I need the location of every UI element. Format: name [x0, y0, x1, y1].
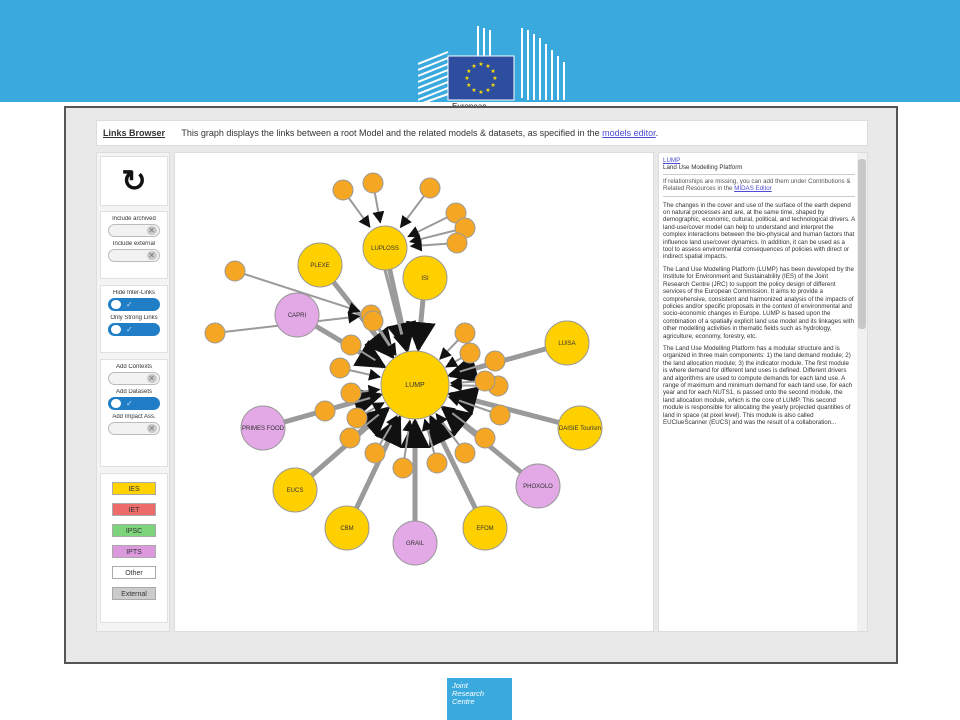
- dataset-node[interactable]: [460, 343, 480, 363]
- add-datasets-toggle[interactable]: ✓: [108, 397, 160, 410]
- app-header: [96, 120, 868, 146]
- legend-ipsc-button[interactable]: IPSC: [112, 524, 156, 537]
- model-node-label: ISI: [421, 276, 429, 282]
- legend-external-button[interactable]: External: [112, 587, 156, 600]
- dataset-node[interactable]: [341, 335, 361, 355]
- eu-star-icon: ★: [492, 76, 498, 82]
- models-editor-link[interactable]: models editor: [602, 128, 656, 138]
- links-browser-title: Links Browser: [103, 128, 166, 138]
- toggle-label-include-archived: Include archived: [112, 216, 156, 222]
- toggle-label-only-strong-links: Only Strong Links: [110, 315, 158, 321]
- eu-star-icon: ★: [490, 83, 496, 89]
- header-description: This graph displays the links between a root Model and the related models & datasets, as specified in the: [181, 128, 600, 138]
- eu-star-icon: ★: [471, 88, 477, 95]
- description-paragraph-1: The changes in the cover and use of the surface of the earth depend on natural processes and are, at the same time, shaped by demographic, economic, cultural, political, and technological drivers. A land-use/cover model can help to understand and interpret the complex interactions between the bio-physical and human factors that influence land use/cover dynamics. In addition, it can be used as a tool to assess environmental consequences of policies with direct or indirect spatial impacts.: [663, 201, 855, 261]
- dataset-node[interactable]: [420, 178, 440, 198]
- eu-star-icon: ★: [466, 69, 472, 75]
- dataset-node[interactable]: [365, 443, 385, 463]
- dataset-node[interactable]: [475, 371, 495, 391]
- toggle-label-add-contexts: Add Contexts: [115, 364, 153, 370]
- dataset-node[interactable]: [393, 458, 413, 478]
- legend-ipts-button[interactable]: IPTS: [112, 545, 156, 558]
- model-node-label: DAISIE Tourism: [558, 426, 602, 432]
- legend-other-button[interactable]: Other: [112, 566, 156, 579]
- jrc-logo-line: Research: [452, 689, 485, 698]
- model-node-label: PHOXOLO: [523, 484, 553, 490]
- refresh-icon[interactable]: ↻: [121, 164, 147, 198]
- hide-inter-links-toggle[interactable]: ✓: [108, 298, 160, 311]
- root-model-name: Land Use Modelling Platform: [663, 164, 855, 174]
- header-trailing: .: [655, 128, 659, 138]
- top-banner: [0, 0, 960, 102]
- dataset-node[interactable]: [347, 408, 367, 428]
- eu-star-icon: ★: [490, 69, 496, 75]
- model-node-label: CAPRI: [287, 313, 307, 319]
- graph-edge: [385, 270, 406, 350]
- info-panel: [658, 152, 868, 632]
- eu-star-icon: ★: [466, 83, 472, 89]
- include-archived-toggle[interactable]: ✕: [108, 224, 160, 237]
- dataset-node[interactable]: [315, 401, 335, 421]
- model-node-label: PLEXE: [310, 263, 330, 269]
- eu-star-icon: ★: [471, 63, 477, 70]
- add-contexts-toggle[interactable]: ✕: [108, 372, 160, 385]
- info-scrollbar-thumb[interactable]: [858, 159, 866, 329]
- dataset-node[interactable]: [205, 323, 225, 343]
- jrc-logo-line: Centre: [452, 697, 475, 706]
- app-window: [66, 108, 896, 662]
- eu-star-icon: ★: [464, 76, 470, 82]
- dataset-node[interactable]: [333, 180, 353, 200]
- screenshot-frame: [64, 106, 898, 664]
- description-paragraph-2: The Land Use Modelling Platform (LUMP) has been developed by the Institute for Environment and Sustainability (IES) of the Joint Research Centre (JRC) to support the policy design of different services of the European Commission. It aims to provide a comprehensive, consistent and harmonized analysis of the impacts of policies and/or specific proposals in the context of environmental and socio-economic changes in Europe. LUMP is based upon the combination of a spatially explicit land use model and its linkages with other modelling activities in thematic fields such as hydrology, agriculture, economy, forestry, etc.: [663, 265, 854, 340]
- info-scrollbar[interactable]: [857, 153, 867, 632]
- model-node-label: EUCS: [286, 488, 304, 494]
- dataset-node[interactable]: [455, 443, 475, 463]
- model-node-label: CBM: [340, 526, 354, 532]
- add-impact-ass-toggle[interactable]: ✕: [108, 422, 160, 435]
- links-graph: [174, 152, 654, 632]
- dataset-node[interactable]: [485, 351, 505, 371]
- model-node-label: GRAIL: [405, 541, 425, 547]
- links-group: [100, 285, 168, 353]
- european-commission-logo: [418, 26, 570, 112]
- eu-star-icon: ★: [485, 63, 491, 70]
- root-model-label: LUMP: [405, 382, 425, 389]
- dataset-node[interactable]: [340, 428, 360, 448]
- jrc-logo-line: Joint: [452, 681, 468, 690]
- dataset-node[interactable]: [427, 453, 447, 473]
- description-paragraph-3: The Land Use Modelling Platform has a modular structure and is organized in three main components: 1) the land demand module; 2) the land allocation module; 3) the indicator module. The first module is where demand for different land uses is defined. Different drivers and algorithms are used to compute demands for each land use. A range of maximum and minimum demand for each land use, for each year and for each NUTS1, is passed onto the second module, the land allocation module, which is the core of LUMP. This second module is responsible for allocating the yearly projected quantities of land in space (at pixel level). This module is also called EUClueScanner (EUCS) and was the result of a collaboration...: [663, 344, 853, 426]
- dataset-node[interactable]: [341, 383, 361, 403]
- jrc-logo: [447, 678, 512, 720]
- model-node-label: EFOM: [476, 526, 494, 532]
- missing-relationships-hint: [663, 178, 855, 197]
- refresh-box: [100, 156, 168, 206]
- model-node-label: PRIMES FOOD: [241, 426, 285, 432]
- archive-external-group: [100, 211, 168, 279]
- dataset-node[interactable]: [225, 261, 245, 281]
- dataset-node[interactable]: [447, 233, 467, 253]
- only-strong-links-toggle[interactable]: ✓: [108, 323, 160, 336]
- dataset-node[interactable]: [455, 323, 475, 343]
- root-model-link[interactable]: LUMP: [663, 157, 681, 164]
- eu-star-icon: ★: [485, 88, 491, 95]
- model-node-label: LUISA: [558, 341, 576, 347]
- dataset-node[interactable]: [475, 428, 495, 448]
- info-content: [663, 157, 855, 426]
- dataset-node[interactable]: [363, 173, 383, 193]
- toggle-label-hide-inter-links: Hide Inter-Links: [112, 290, 156, 296]
- eu-star-icon: ★: [478, 90, 484, 96]
- eu-star-icon: ★: [478, 62, 484, 68]
- toggle-label-add-datasets: Add Datasets: [115, 389, 153, 395]
- toggle-label-include-external: Include external: [112, 241, 156, 247]
- hint-text: If relationships are missing, you can add them under Contributions & Related Resources in the: [663, 177, 851, 193]
- dataset-node[interactable]: [490, 405, 510, 425]
- include-external-toggle[interactable]: ✕: [108, 249, 160, 262]
- graph-canvas: [175, 153, 655, 633]
- toggle-label-add-impact-ass: Add Impact Ass.: [112, 414, 156, 420]
- dataset-node[interactable]: [330, 358, 350, 378]
- legend-group: [100, 473, 168, 623]
- add-group: [100, 359, 168, 467]
- midas-editor-link[interactable]: MIDAS Editor: [734, 185, 772, 193]
- control-panel: [96, 152, 170, 632]
- legend-iet-button[interactable]: IET: [112, 503, 156, 516]
- dataset-node[interactable]: [363, 311, 383, 331]
- legend-ies-button[interactable]: IES: [112, 482, 156, 495]
- model-node-label: LUPLOSS: [371, 246, 399, 252]
